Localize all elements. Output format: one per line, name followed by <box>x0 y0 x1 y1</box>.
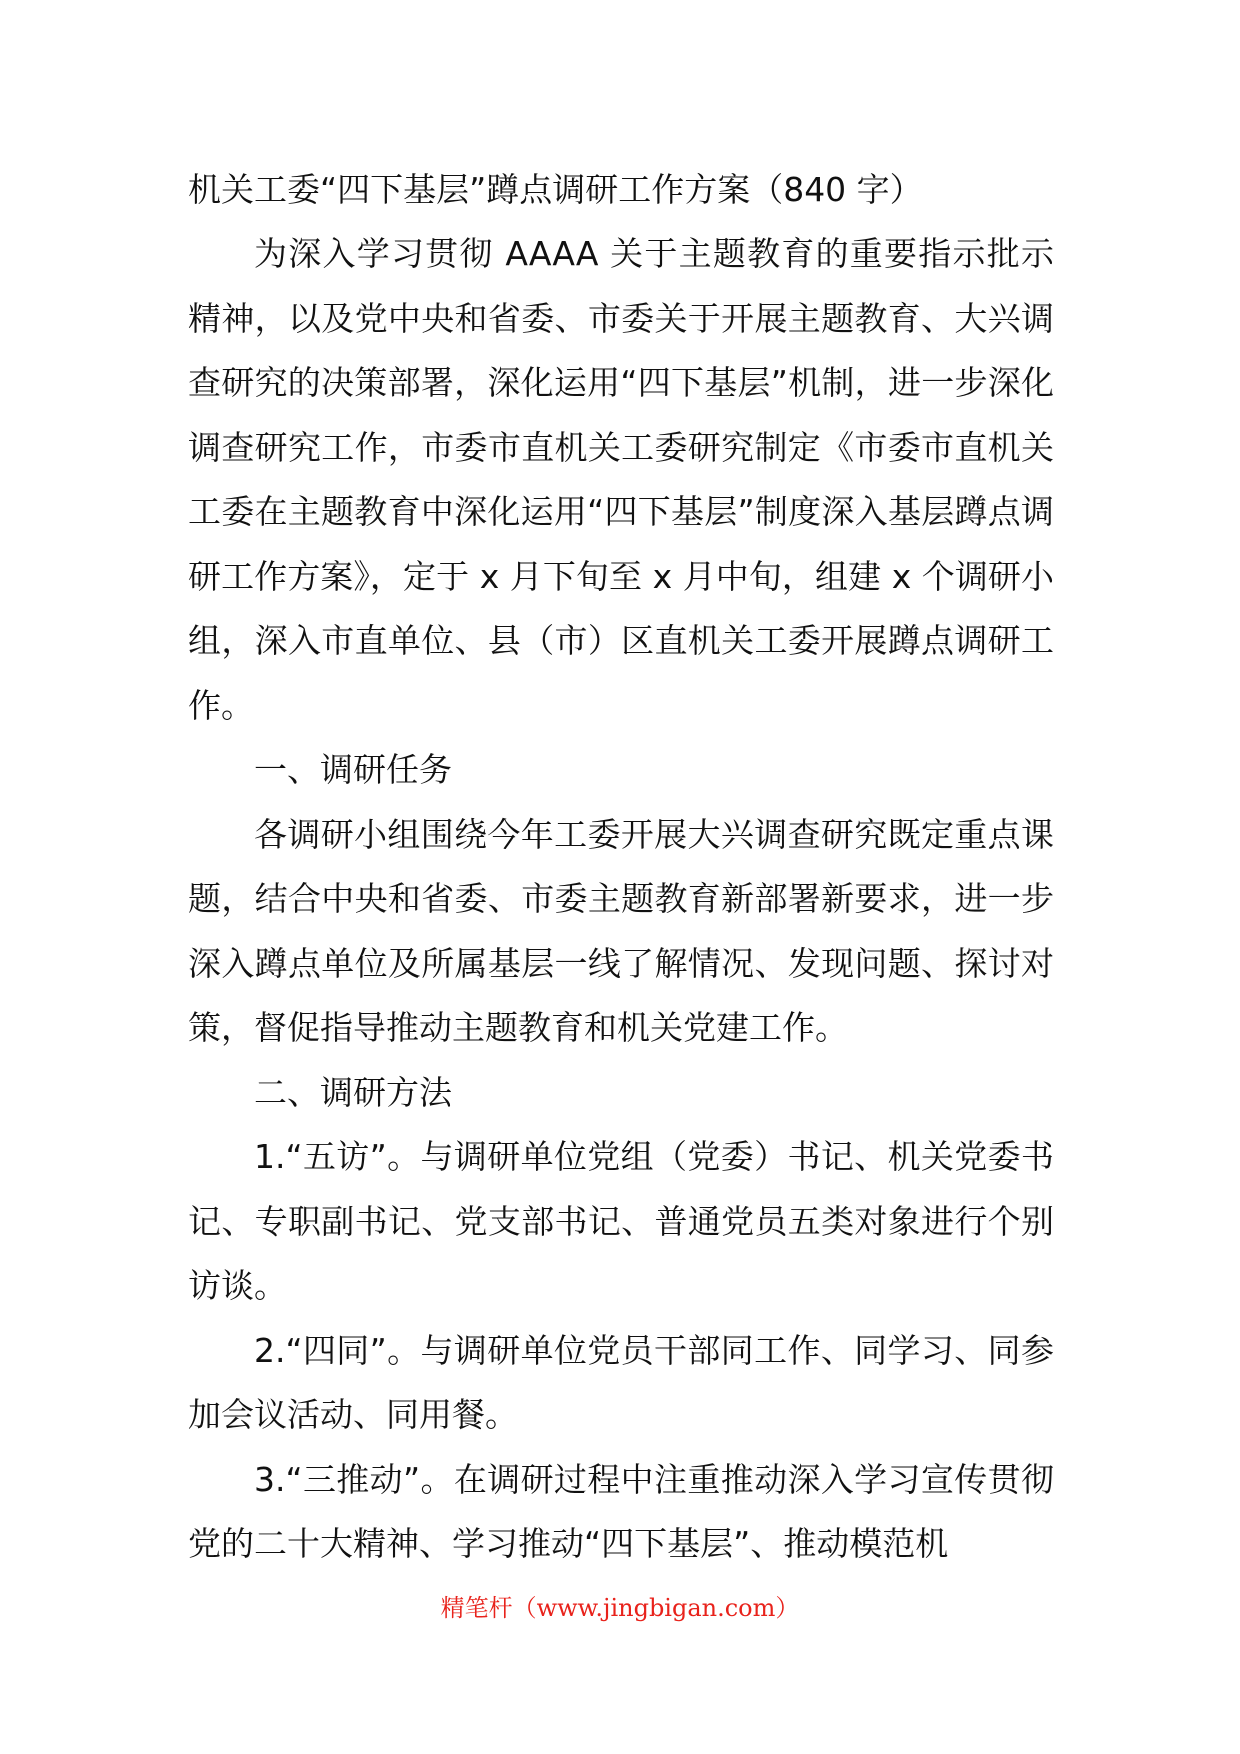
document-title: 机关工委“四下基层”蹲点调研工作方案（840 字） <box>188 170 923 209</box>
intro-paragraph: 为深入学习贯彻 AAAA 关于主题教育的重要指示批示精神，以及党中央和省委、市委关于开展主题教育、大兴调查研究的决策部署，深化运用“四下基层”机制，进一步深化调查研究工作，市委市直机关工委研究制定《市委市直机关工委在主题教育中深化运用“四下基层”制度深入基层蹲点调研工作方案》，定于 x 月下旬至 x 月中旬，组建 x 个调研小组，深入市直单位、县（市）区直机关工委开展蹲点调研工作。 <box>188 234 1054 725</box>
method-item-four-together: 2.“四同”。与调研单位党员干部同工作、同学习、同参加会议活动、同用餐。 <box>188 1330 1054 1434</box>
footer-watermark: 精笔杆（www.jingbigan.com） <box>440 1594 800 1622</box>
method-item-five-visits: 1.“五访”。与调研单位党组（党委）书记、机关党委书记、专职副书记、党支部书记、普通党员五类对象进行个别访谈。 <box>188 1137 1054 1305</box>
section-heading-methods: 二、调研方法 <box>254 1072 452 1112</box>
tasks-paragraph: 各调研小组围绕今年工委开展大兴调查研究既定重点课题，结合中央和省委、市委主题教育新部署新要求，进一步深入蹲点单位及所属基层一线了解情况、发现问题、探讨对策，督促指导推动主题教育和机关党建工作。 <box>188 814 1054 1047</box>
document-body <box>188 158 1054 1577</box>
method-item-three-promote: 3.“三推动”。在调研过程中注重推动深入学习宣传贯彻党的二十大精神、学习推动“四下基层”、推动模范机 <box>188 1459 1054 1563</box>
section-heading-tasks: 一、调研任务 <box>254 750 452 789</box>
